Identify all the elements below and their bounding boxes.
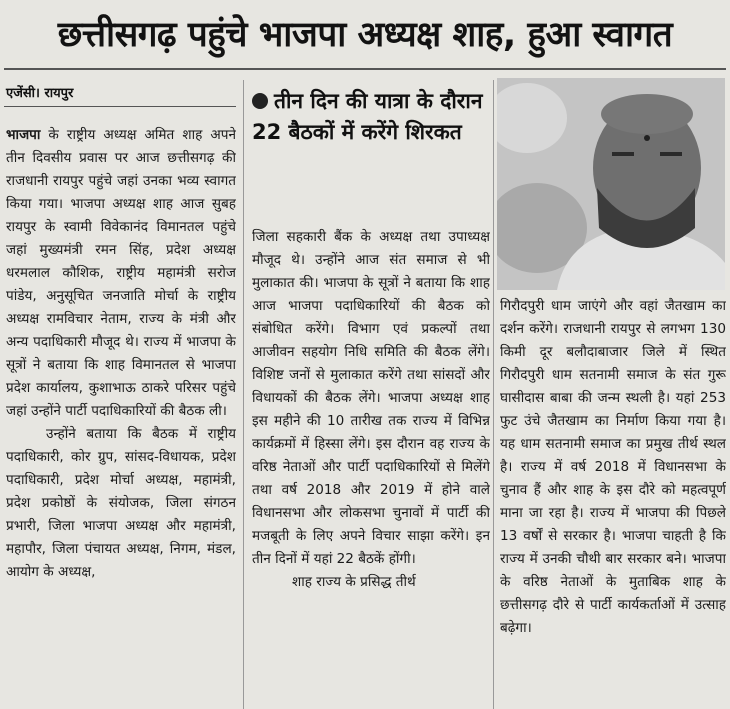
col2-paragraph-2: शाह राज्य के प्रसिद्ध तीर्थ (292, 574, 416, 590)
subhead-text: तीन दिन की यात्रा के दौरान 22 बैठकों में करेंगे शिरकत (252, 89, 483, 144)
subhead (252, 86, 492, 148)
bullet-icon (252, 93, 268, 109)
headline-rule (4, 68, 726, 70)
col1-paragraph-2: उन्होंने बताया कि बैठक में राष्ट्रीय पदाधिकारी, कोर ग्रुप, सांसद-विधायक, प्रदेश पदाधिकारी, प्रदेश मोर्चा अध्यक्ष, महामंत्री, प्रदेश प्रकोष्ठों के संयोजक, जिला संगठन प्रभारी, जिला भाजपा अध्यक्ष और महामंत्री, महापौर, जिला पंचायत अध्यक्ष, निगम, मंडल, आयोग के अध्यक्ष, (6, 426, 236, 580)
col1-paragraph-1 (6, 124, 236, 423)
article-column-1 (6, 124, 236, 709)
portrait-photo-icon (497, 78, 725, 290)
lead-word: भाजपा (6, 127, 41, 143)
byline: एजेंसी। रायपुर (6, 86, 74, 101)
article-column-2 (252, 226, 490, 709)
col3-paragraph-1: गिरौदपुरी धाम जाएंगे और वहां जैतखाम का दर्शन करेंगे। राजधानी रायपुर से लगभग 130 किमी दूर बलौदाबाजार जिले में स्थित गिरौदपुरी धाम सतनामी समाज के संत गुरू घासीदास बाबा की जन्म स्थली है। यहां 253 फुट उंचे जैतखाम का निर्माण किया गया है। यह धाम सतनामी समाज का प्रमुख तीर्थ स्थल है। राज्य में वर्ष 2018 में विधानसभा के चुनाव हैं और शाह के इस दौरे को महत्वपूर्ण माना जा रहा है। राज्य में भाजपा की पिछले 13 वर्षों से सरकार है। भाजपा चाहती है कि राज्य में उनकी चौथी बार सरकार बने। भाजपा के वरिष्ठ नेताओं के मुताबिक शाह के छत्तीसगढ़ दौरे से पार्टी कार्यकर्ताओं में उत्साह बढ़ेगा। (500, 298, 726, 636)
article-column-3 (500, 295, 726, 709)
byline-rule (4, 106, 236, 107)
headline: छत्तीसगढ़ पहुंचे भाजपा अध्यक्ष शाह, हुआ स्वागत (57, 14, 673, 55)
column-divider-1 (243, 80, 244, 709)
col1-text-1: के राष्ट्रीय अध्यक्ष अमित शाह अपने तीन दिवसीय प्रवास पर आज छत्तीसगढ़ की राजधानी रायपुर पहुंचे जहां उनका भव्य स्वागत किया गया। भाजपा अध्यक्ष शाह आज सुबह रायपुर के स्वामी विवेकानंद विमानतल पहुंचे जहां मुख्यमंत्री रमन सिंह, प्रदेश अध्यक्ष धरमलाल कौशिक, राष्ट्रीय महामंत्री सरोज पांडेय, अनुसूचित जनजाति मोर्चा के राष्ट्रीय अध्यक्ष रामविचार नेताम, राज्य के मंत्री और अन्य पदाधिकारी मौजूद थे। राज्य में भाजपा के सूत्रों ने बताया कि शाह विमानतल से भाजपा प्रदेश कार्यालय, कुशाभाऊ ठाकरे परिसर पहुंचे जहां उन्होंने पार्टी पदाधिकारियों की बैठक ली। (6, 127, 236, 419)
portrait-illustration (497, 78, 725, 290)
col2-paragraph-1: जिला सहकारी बैंक के अध्यक्ष तथा उपाध्यक्ष मौजूद थे। उन्होंने आज संत समाज से भी मुलाकात की। भाजपा के सूत्रों ने बताया कि शाह आज भाजपा पदाधिकारियों की बैठक को संबोधित करेंगे। विभाग एवं प्रकल्पों तथा आजीवन सहयोग निधि समिति की बैठक लेंगे। विशिष्ट जनों से मुलाकात करेंगे तथा सांसदों और विधायकों की बैठक लेंगे। भाजपा अध्यक्ष शाह इस महीने की 10 तारीख तक राज्य में विभिन्न कार्यक्रमों में हिस्सा लेंगे। इस दौरान वह राज्य के वरिष्ठ नेताओं और पार्टी पदाधिकारियों से मिलेंगे तथा वर्ष 2018 और 2019 में होने वाले विधानसभा और लोकसभा चुनावों में पार्टी की मजबूती के लिए अपने विचार साझा करेंगे। इन तीन दिनों में यहां 22 बैठकें होंगी। (252, 229, 490, 567)
column-divider-2 (493, 80, 494, 709)
